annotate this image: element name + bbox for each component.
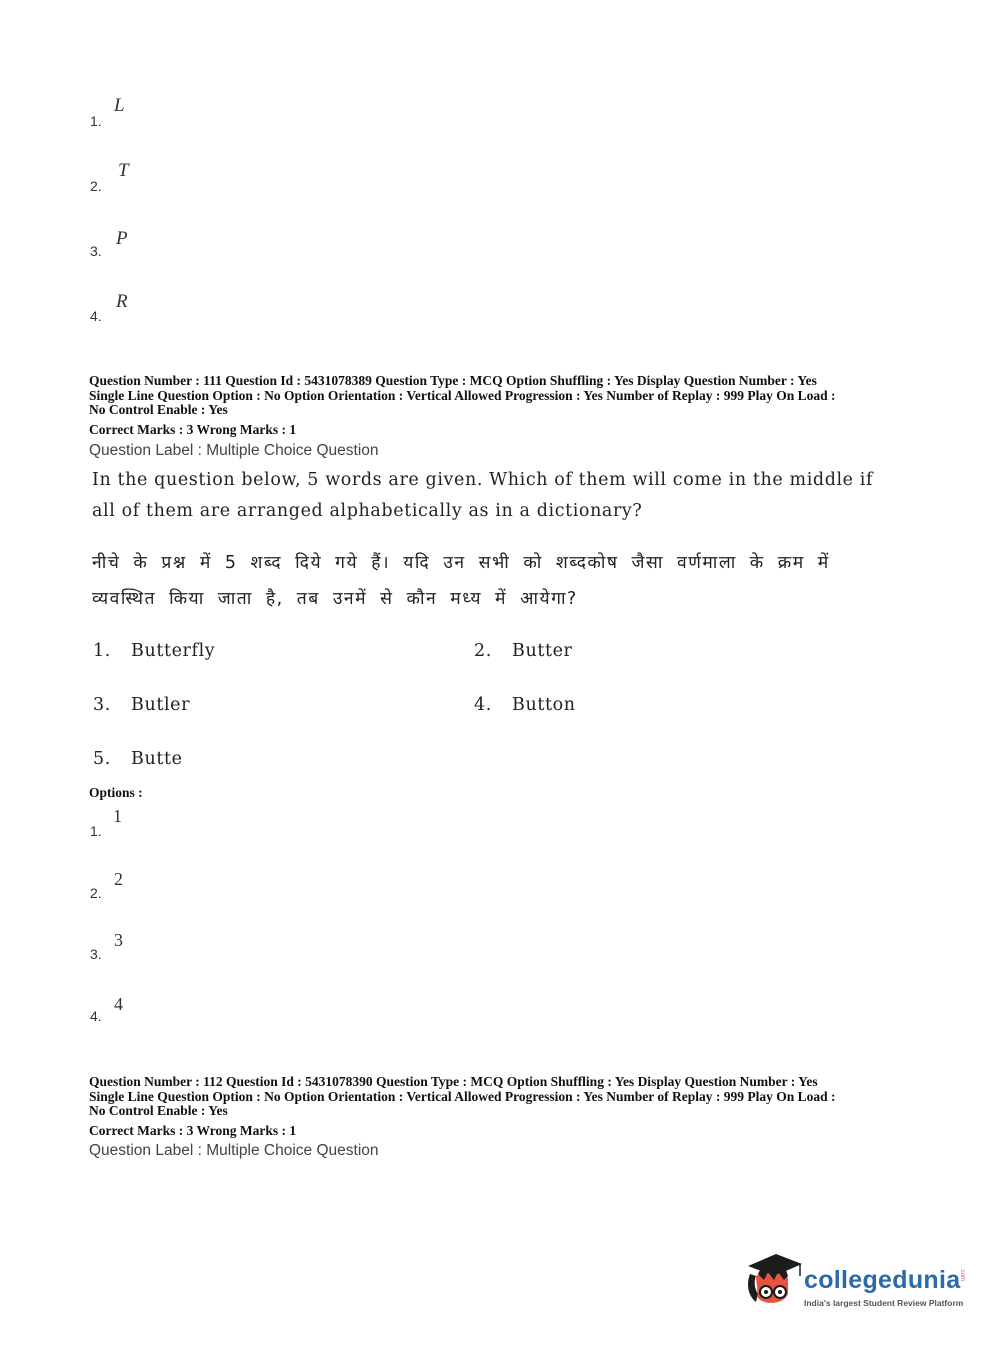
prev-option-3-number: 3. bbox=[90, 243, 102, 259]
prev-option-2-number: 2. bbox=[90, 178, 102, 194]
word-item-1-number: 1. bbox=[93, 641, 111, 661]
logo-brand-name: collegedunia bbox=[804, 1266, 961, 1294]
q111-option-3-number: 3. bbox=[90, 946, 102, 962]
q112-meta-line-2: Single Line Question Option : No Option Orientation : Vertical Allowed Progression : Yes Number of Replay : 999 Play On Load : bbox=[89, 1088, 836, 1104]
prev-option-1-value: L bbox=[114, 95, 125, 116]
q111-marks: Correct Marks : 3 Wrong Marks : 1 bbox=[89, 422, 297, 437]
q111-meta-line-3: No Control Enable : Yes bbox=[89, 402, 228, 417]
word-item-3 bbox=[93, 695, 190, 715]
word-item-3-number: 3. bbox=[93, 695, 111, 715]
q111-option-1-number: 1. bbox=[90, 823, 102, 839]
q112-meta-line-1: Question Number : 112 Question Id : 5431078390 Question Type : MCQ Option Shuffling : Yes Display Question Number : Yes bbox=[89, 1074, 818, 1089]
word-item-3-text: Butler bbox=[131, 695, 191, 715]
q111-option-3-value: 3 bbox=[114, 930, 123, 950]
word-item-2-number: 2. bbox=[474, 641, 492, 661]
q111-option-2-value: 2 bbox=[114, 869, 123, 889]
options-heading: Options : bbox=[89, 785, 143, 800]
q111-option-4-value: 4 bbox=[114, 994, 123, 1014]
q111-meta-line-2: Single Line Question Option : No Option Orientation : Vertical Allowed Progression : Yes Number of Replay : 999 Play On Load : bbox=[89, 387, 836, 403]
logo-tagline: India's largest Student Review Platform bbox=[804, 1298, 964, 1308]
q111-option-2-number: 2. bbox=[90, 885, 102, 901]
word-item-2 bbox=[474, 641, 573, 661]
q111-option-4-number: 4. bbox=[90, 1008, 102, 1024]
q112-marks: Correct Marks : 3 Wrong Marks : 1 bbox=[89, 1123, 297, 1138]
q112-meta-line-3: No Control Enable : Yes bbox=[89, 1103, 228, 1118]
word-item-5-number: 5. bbox=[93, 749, 111, 769]
q111-option-1-value: 1 bbox=[113, 806, 122, 826]
q112-label: Question Label : Multiple Choice Question bbox=[89, 1142, 379, 1159]
q111-meta-line-1: Question Number : 111 Question Id : 5431078389 Question Type : MCQ Option Shuffling : Yes Display Question Number : Yes bbox=[89, 373, 817, 388]
q112-meta bbox=[89, 1075, 919, 1119]
prev-option-3-value: P bbox=[116, 228, 128, 249]
q111-meta bbox=[89, 374, 919, 418]
prev-option-4-value: R bbox=[116, 291, 128, 312]
word-item-4-number: 4. bbox=[474, 695, 492, 715]
prev-option-2-value: T bbox=[118, 160, 129, 181]
prev-option-4-number: 4. bbox=[90, 308, 102, 324]
word-item-4-text: Button bbox=[512, 695, 576, 715]
prev-option-1-number: 1. bbox=[90, 113, 102, 129]
word-item-2-text: Butter bbox=[512, 641, 573, 661]
word-item-1-text: Butterfly bbox=[131, 641, 216, 661]
word-item-5 bbox=[93, 749, 183, 769]
word-item-1 bbox=[93, 641, 215, 661]
q111-label: Question Label : Multiple Choice Question bbox=[89, 442, 379, 459]
word-item-4 bbox=[474, 695, 576, 715]
q111-text-hindi: नीचे के प्रश्न में 5 शब्द दिये गये हैं। यदि उन सभी को शब्दकोष जैसा वर्णमाला के क्रम में व्यवस्थित किया जाता है, तब उनमें से कौन मध्य में आयेगा? bbox=[92, 553, 830, 609]
student-mascot-icon bbox=[742, 1250, 802, 1310]
collegedunia-logo bbox=[742, 1250, 972, 1320]
q111-text-english: In the question below, 5 words are given. Which of them will come in the middle if all of them are arranged alphabetically as in a dictionary? bbox=[92, 470, 874, 521]
logo-domain-suffix: .com bbox=[959, 1268, 965, 1282]
word-item-5-text: Butte bbox=[131, 749, 183, 769]
